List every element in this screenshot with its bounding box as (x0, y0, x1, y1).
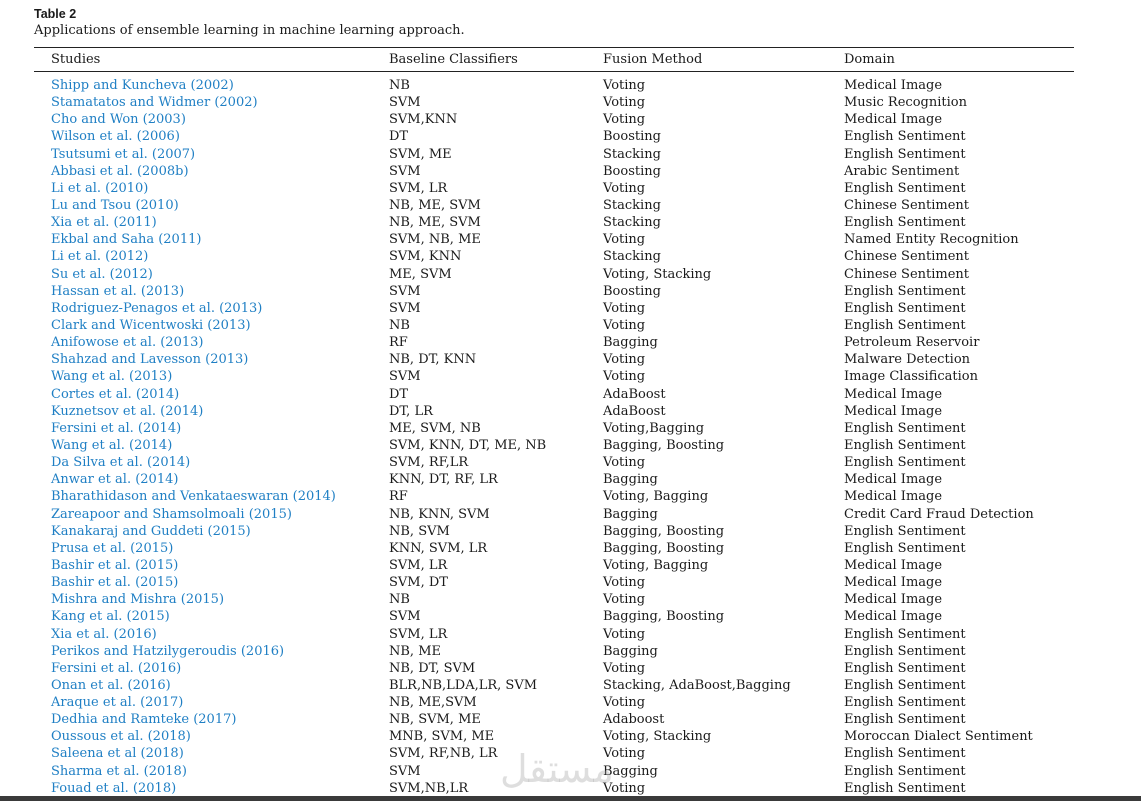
fusion-method-cell: Voting (603, 695, 646, 711)
study-link[interactable]: Stamatatos and Widmer (2002) (51, 95, 258, 111)
domain-cell: English Sentiment (844, 180, 966, 196)
domain-cell: Image Classification (844, 369, 978, 385)
fusion-method-cell: Voting (603, 626, 646, 642)
study-link[interactable]: Perikos and Hatzilygeroudis (2016) (51, 643, 285, 659)
fusion-method-cell: Stacking, AdaBoost,Bagging (603, 677, 791, 693)
study-link[interactable]: Abbasi et al. (2008b) (51, 163, 189, 179)
table-row (0, 488, 1141, 505)
baseline-classifiers-cell: SVM,NB,LR (389, 780, 469, 796)
table-caption-text: Applications of ensemble learning in machine learning approach. (34, 23, 465, 38)
fusion-method-cell: Bagging, Boosting (603, 523, 725, 539)
domain-cell: English Sentiment (844, 643, 966, 659)
study-link[interactable]: Mishra and Mishra (2015) (51, 592, 225, 608)
baseline-classifiers-cell: SVM, LR (389, 180, 448, 196)
study-link[interactable]: Su et al. (2012) (51, 266, 153, 282)
baseline-classifiers-cell: NB, KNN, SVM (389, 506, 490, 522)
fusion-method-cell: Bagging (603, 472, 658, 488)
baseline-classifiers-cell: KNN, SVM, LR (389, 540, 488, 556)
domain-cell: Music Recognition (844, 95, 967, 111)
fusion-method-cell: Voting,Bagging (603, 420, 705, 436)
table-row (0, 557, 1141, 574)
study-link[interactable]: Anwar et al. (2014) (51, 472, 179, 488)
study-link[interactable]: Wilson et al. (2006) (51, 129, 180, 145)
baseline-classifiers-cell: SVM,KNN (389, 112, 458, 128)
study-link[interactable]: Tsutsumi et al. (2007) (51, 146, 196, 162)
baseline-classifiers-cell: NB, SVM (389, 523, 450, 539)
baseline-classifiers-cell: SVM, KNN (389, 249, 462, 265)
study-link[interactable]: Fersini et al. (2016) (51, 660, 182, 676)
fusion-method-cell: Voting (603, 780, 646, 796)
fusion-method-cell: Voting (603, 369, 646, 385)
fusion-method-cell: Boosting (603, 163, 661, 179)
study-link[interactable]: Zareapoor and Shamsolmoali (2015) (51, 506, 292, 522)
table-row (0, 368, 1141, 385)
baseline-classifiers-cell: KNN, DT, RF, LR (389, 472, 498, 488)
study-link[interactable]: Bashir et al. (2015) (51, 557, 179, 573)
table-header-rule (34, 71, 1074, 72)
fusion-method-cell: Voting, Stacking (603, 266, 712, 282)
study-link[interactable]: Shahzad and Lavesson (2013) (51, 352, 249, 368)
domain-cell: English Sentiment (844, 677, 966, 693)
study-link[interactable]: Sharma et al. (2018) (51, 763, 187, 779)
table-row (0, 94, 1141, 111)
baseline-classifiers-cell: SVM, KNN, DT, ME, NB (389, 437, 547, 453)
table-row (0, 283, 1141, 300)
domain-cell: Chinese Sentiment (844, 249, 970, 265)
domain-cell: English Sentiment (844, 523, 966, 539)
baseline-classifiers-cell: NB, ME, SVM (389, 215, 481, 231)
domain-cell: Credit Card Fraud Detection (844, 506, 1034, 522)
table-row (0, 506, 1141, 523)
baseline-classifiers-cell: RF (389, 489, 408, 505)
domain-cell: English Sentiment (844, 437, 966, 453)
study-link[interactable]: Onan et al. (2016) (51, 677, 171, 693)
baseline-classifiers-cell: SVM, LR (389, 557, 448, 573)
fusion-method-cell: AdaBoost (603, 403, 666, 419)
fusion-method-cell: Bagging (603, 335, 658, 351)
domain-cell: English Sentiment (844, 780, 966, 796)
domain-cell: English Sentiment (844, 763, 966, 779)
domain-cell: Medical Image (844, 489, 943, 505)
baseline-classifiers-cell: NB, ME,SVM (389, 695, 477, 711)
domain-cell: English Sentiment (844, 146, 966, 162)
baseline-classifiers-cell: SVM (389, 300, 421, 316)
baseline-classifiers-cell: SVM, ME (389, 146, 452, 162)
table-row (0, 231, 1141, 248)
study-link[interactable]: Wang et al. (2014) (51, 437, 173, 453)
study-link[interactable]: Da Silva et al. (2014) (51, 455, 191, 471)
study-link[interactable]: Bashir et al. (2015) (51, 575, 179, 591)
table-row (0, 214, 1141, 231)
table-row (0, 574, 1141, 591)
baseline-classifiers-cell: BLR,NB,LDA,LR, SVM (389, 677, 538, 693)
table-row (0, 77, 1141, 94)
study-link[interactable]: Saleena et al (2018) (51, 746, 184, 762)
fusion-method-cell: Voting (603, 317, 646, 333)
domain-cell: Medical Image (844, 592, 943, 608)
baseline-classifiers-cell: ME, SVM (389, 266, 452, 282)
study-link[interactable]: Prusa et al. (2015) (51, 540, 174, 556)
fusion-method-cell: Bagging, Boosting (603, 609, 725, 625)
baseline-classifiers-cell: NB, SVM, ME (389, 712, 481, 728)
domain-cell: Named Entity Recognition (844, 232, 1019, 248)
baseline-classifiers-cell: RF (389, 335, 408, 351)
table-row (0, 643, 1141, 660)
baseline-classifiers-cell: NB, ME (389, 643, 441, 659)
fusion-method-cell: Stacking (603, 215, 661, 231)
fusion-method-cell: Voting (603, 455, 646, 471)
baseline-classifiers-cell: SVM (389, 763, 421, 779)
domain-cell: English Sentiment (844, 746, 966, 762)
domain-cell: Medical Image (844, 403, 943, 419)
header-baseline-classifiers: Baseline Classifiers (389, 52, 518, 67)
baseline-classifiers-cell: ME, SVM, NB (389, 420, 481, 436)
study-link[interactable]: Hassan et al. (2013) (51, 283, 185, 299)
domain-cell: Medical Image (844, 78, 943, 93)
domain-cell: English Sentiment (844, 455, 966, 471)
baseline-classifiers-cell: SVM (389, 283, 421, 299)
study-link[interactable]: Xia et al. (2011) (51, 215, 157, 231)
table-row (0, 403, 1141, 420)
fusion-method-cell: Voting (603, 592, 646, 608)
table-row (0, 763, 1141, 780)
table-caption (34, 6, 465, 39)
table-row (0, 728, 1141, 745)
fusion-method-cell: Voting (603, 232, 646, 248)
table-row (0, 248, 1141, 265)
fusion-method-cell: Voting (603, 112, 646, 128)
watermark-logo: مستقل (500, 747, 614, 791)
baseline-classifiers-cell: SVM, RF,LR (389, 455, 469, 471)
domain-cell: English Sentiment (844, 300, 966, 316)
baseline-classifiers-cell: DT (389, 386, 409, 402)
fusion-method-cell: Bagging (603, 506, 658, 522)
fusion-method-cell: Stacking (603, 146, 661, 162)
baseline-classifiers-cell: DT (389, 129, 409, 145)
study-link[interactable]: Ekbal and Saha (2011) (51, 232, 202, 248)
header-studies: Studies (51, 52, 101, 67)
table-row (0, 591, 1141, 608)
study-link[interactable]: Bharathidason and Venkataeswaran (2014) (51, 489, 336, 505)
domain-cell: Moroccan Dialect Sentiment (844, 729, 1033, 745)
domain-cell: English Sentiment (844, 283, 966, 299)
study-link[interactable]: Fouad et al. (2018) (51, 780, 177, 796)
baseline-classifiers-cell: SVM (389, 95, 421, 111)
study-link[interactable]: Fersini et al. (2014) (51, 420, 182, 436)
study-link[interactable]: Li et al. (2012) (51, 249, 149, 265)
table-row (0, 386, 1141, 403)
fusion-method-cell: Voting, Stacking (603, 729, 712, 745)
study-link[interactable]: Kanakaraj and Guddeti (2015) (51, 523, 251, 539)
domain-cell: Medical Image (844, 575, 943, 591)
domain-cell: English Sentiment (844, 129, 966, 145)
study-link[interactable]: Rodriguez-Penagos et al. (2013) (51, 300, 263, 316)
domain-cell: Petroleum Reservoir (844, 335, 980, 351)
fusion-method-cell: Stacking (603, 197, 661, 213)
table-row (0, 146, 1141, 163)
fusion-method-cell: Voting (603, 660, 646, 676)
table-row (0, 677, 1141, 694)
domain-cell: English Sentiment (844, 215, 966, 231)
baseline-classifiers-cell: NB (389, 317, 410, 333)
baseline-classifiers-cell: NB, ME, SVM (389, 197, 481, 213)
study-link[interactable]: Dedhia and Ramteke (2017) (51, 712, 237, 728)
domain-cell: English Sentiment (844, 712, 966, 728)
table-row (0, 300, 1141, 317)
fusion-method-cell: Boosting (603, 283, 661, 299)
study-link[interactable]: Kuznetsov et al. (2014) (51, 403, 204, 419)
table-row (0, 523, 1141, 540)
study-link[interactable]: Araque et al. (2017) (51, 695, 184, 711)
fusion-method-cell: Voting (603, 746, 646, 762)
table-label: Table 2 (34, 7, 77, 21)
fusion-method-cell: Bagging (603, 763, 658, 779)
domain-cell: English Sentiment (844, 317, 966, 333)
domain-cell: Chinese Sentiment (844, 266, 970, 282)
fusion-method-cell: Voting (603, 575, 646, 591)
table-row (0, 540, 1141, 557)
baseline-classifiers-cell: DT, LR (389, 403, 433, 419)
study-link[interactable]: Wang et al. (2013) (51, 369, 173, 385)
domain-cell: English Sentiment (844, 695, 966, 711)
domain-cell: English Sentiment (844, 420, 966, 436)
baseline-classifiers-cell: SVM, RF,NB, LR (389, 746, 498, 762)
domain-cell: Medical Image (844, 472, 943, 488)
fusion-method-cell: Adaboost (603, 712, 665, 728)
table-row (0, 608, 1141, 625)
table-body (0, 77, 1141, 797)
baseline-classifiers-cell: MNB, SVM, ME (389, 729, 495, 745)
table-row (0, 437, 1141, 454)
fusion-method-cell: Voting (603, 352, 646, 368)
study-link[interactable]: Cho and Won (2003) (51, 112, 186, 128)
baseline-classifiers-cell: NB (389, 592, 410, 608)
fusion-method-cell: Voting (603, 78, 646, 93)
table-row (0, 471, 1141, 488)
table-row (0, 420, 1141, 437)
fusion-method-cell: Voting (603, 300, 646, 316)
study-link[interactable]: Kang et al. (2015) (51, 609, 170, 625)
baseline-classifiers-cell: SVM, LR (389, 626, 448, 642)
baseline-classifiers-cell: SVM, DT (389, 575, 448, 591)
table-row (0, 317, 1141, 334)
table-row (0, 180, 1141, 197)
study-link[interactable]: Clark and Wicentwoski (2013) (51, 317, 251, 333)
fusion-method-cell: Stacking (603, 249, 661, 265)
baseline-classifiers-cell: NB (389, 78, 410, 93)
baseline-classifiers-cell: SVM (389, 609, 421, 625)
fusion-method-cell: Bagging, Boosting (603, 437, 725, 453)
table-top-rule (34, 47, 1074, 48)
table-row (0, 111, 1141, 128)
table-row (0, 454, 1141, 471)
fusion-method-cell: Bagging (603, 643, 658, 659)
study-link[interactable]: Xia et al. (2016) (51, 626, 157, 642)
domain-cell: Medical Image (844, 386, 943, 402)
domain-cell: Chinese Sentiment (844, 197, 970, 213)
table-row (0, 128, 1141, 145)
baseline-classifiers-cell: NB, DT, SVM (389, 660, 476, 676)
baseline-classifiers-cell: SVM (389, 369, 421, 385)
study-link[interactable]: Li et al. (2010) (51, 180, 149, 196)
domain-cell: Malware Detection (844, 352, 971, 368)
domain-cell: English Sentiment (844, 540, 966, 556)
fusion-method-cell: Voting, Bagging (603, 489, 709, 505)
domain-cell: English Sentiment (844, 626, 966, 642)
study-link[interactable]: Shipp and Kuncheva (2002) (51, 78, 234, 93)
fusion-method-cell: AdaBoost (603, 386, 666, 402)
baseline-classifiers-cell: SVM, NB, ME (389, 232, 481, 248)
table-row (0, 780, 1141, 797)
table-row (0, 351, 1141, 368)
fusion-method-cell: Voting, Bagging (603, 557, 709, 573)
study-link[interactable]: Anifowose et al. (2013) (51, 335, 204, 351)
header-fusion-method: Fusion Method (603, 52, 703, 67)
table-row (0, 163, 1141, 180)
table-row (0, 745, 1141, 762)
table-row (0, 626, 1141, 643)
domain-cell: Medical Image (844, 609, 943, 625)
domain-cell: English Sentiment (844, 660, 966, 676)
study-link[interactable]: Oussous et al. (2018) (51, 729, 191, 745)
fusion-method-cell: Bagging, Boosting (603, 540, 725, 556)
domain-cell: Medical Image (844, 112, 943, 128)
study-link[interactable]: Lu and Tsou (2010) (51, 197, 179, 213)
bottom-bar (0, 796, 1141, 801)
table-row (0, 694, 1141, 711)
baseline-classifiers-cell: SVM (389, 163, 421, 179)
table-row (0, 197, 1141, 214)
table-row (0, 711, 1141, 728)
fusion-method-cell: Voting (603, 180, 646, 196)
baseline-classifiers-cell: NB, DT, KNN (389, 352, 477, 368)
study-link[interactable]: Cortes et al. (2014) (51, 386, 180, 402)
fusion-method-cell: Voting (603, 95, 646, 111)
domain-cell: Arabic Sentiment (844, 163, 960, 179)
table-row (0, 334, 1141, 351)
fusion-method-cell: Boosting (603, 129, 661, 145)
domain-cell: Medical Image (844, 557, 943, 573)
table-row (0, 660, 1141, 677)
table-row (0, 266, 1141, 283)
header-domain: Domain (844, 52, 895, 67)
